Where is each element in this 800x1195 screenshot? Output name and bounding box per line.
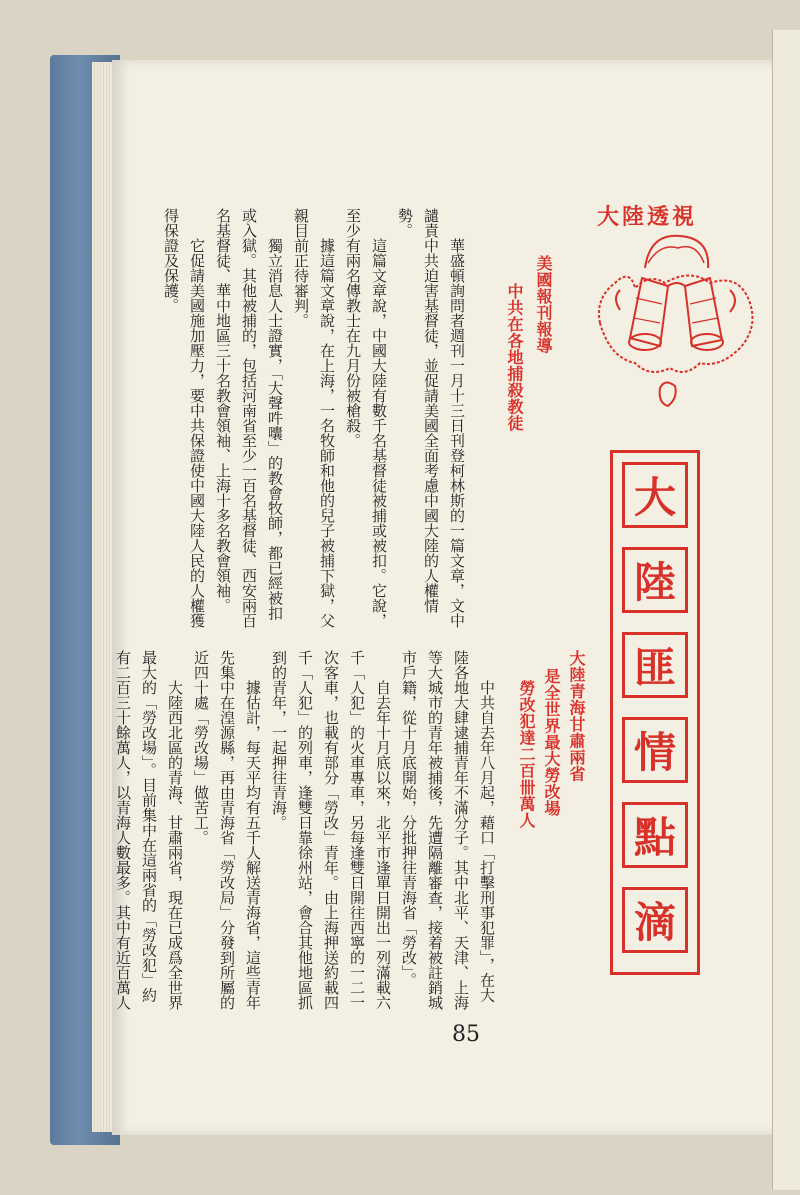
article2-heading-line2: 是全世界最大勞改場 xyxy=(542,668,561,817)
article2-paragraph-1: 中共自去年八月起，藉口「打擊刑事犯罪」，在大陸各地大肆逮捕青年不滿分子。其中北平、天津、上海等大城市的青年被捕後，先遭隔離審查，接着被註銷城市戶籍，從十月底開始，分批押往青海省「勞改」。 xyxy=(400,650,496,1010)
page-number: 85 xyxy=(452,1022,480,1047)
article1-body xyxy=(150,208,470,628)
article1-paragraph-1: 華盛頓詢問者週刊一月十三日刊登柯林斯的一篇文章，文中譴責中共迫害基督徒，並促請美國全面考慮中國大陸的人權情勢。 xyxy=(396,208,466,628)
headline-char-6: 滴 xyxy=(622,887,688,953)
article1-heading-line2: 中共在各地捕殺教徒 xyxy=(505,283,524,432)
adjacent-page-edge xyxy=(772,30,800,1190)
article1-paragraph-4: 獨立消息人士證實，「大聲吽囔」的教會牧師，都已經被扣或入獄。其他被捕的，包括河南省至少一百名基督徒、西安兩百名基督徒、華中地區三十名教會領袖、上海十多名教會領袖。 xyxy=(214,208,284,628)
article1-heading-line1: 美國報刊報導 xyxy=(534,255,553,354)
article2-heading-line1: 大陸青海甘肅兩省 xyxy=(567,650,586,782)
headline-char-1: 大 xyxy=(622,462,688,528)
article2-paragraph-4: 大陸西北區的青海、甘肅兩省，現在已成爲全世界最大的「勞改場」。目前集中在這兩省的「勞改犯」約有二百三十餘萬人，以青海人數最多。其中有近百萬人 xyxy=(114,650,184,1010)
article2-heading-line3: 勞改犯達二百卌萬人 xyxy=(517,680,536,829)
headline-char-3: 匪 xyxy=(622,632,688,698)
section-logo-title: 大陸透視 xyxy=(597,205,698,230)
headline-char-4: 情 xyxy=(622,717,688,783)
article1-paragraph-2: 這篇文章說，中國大陸有數千名基督徒被捕或被扣。它說，至少有兩名傳教士在九月份被槍殺。 xyxy=(344,208,388,628)
article2-paragraph-2: 自去年十月底以來，北平市逢單日開出一列滿載六千「人犯」的火車專車，另每逢雙日開往西寧的一二一次客車，也載有部分「勞改」青年。由上海押送約載四千「人犯」的列車，逢雙日靠徐州站，會合其他地區抓到的青年，一起押往青海。 xyxy=(270,650,392,1010)
binoculars-figure-map-icon xyxy=(590,228,760,418)
headline-char-5: 點 xyxy=(622,802,688,868)
headline-char-2: 陸 xyxy=(622,547,688,613)
article1-paragraph-3: 據這篇文章說，在上海，一名牧師和他的兒子被捕下獄，父親目前正待審判。 xyxy=(292,208,336,628)
article2-body xyxy=(114,650,500,1010)
article1-paragraph-5: 它促請美國施加壓力，要中共保證使中國大陸人民的人權獲得保證及保護。 xyxy=(162,208,206,628)
article2-paragraph-3: 據估計，每天平均有五千人解送青海省，這些青年先集中在湟源縣，再由青海省「勞改局」分發到所屬的近四十處「勞改場」做苦工。 xyxy=(192,650,262,1010)
